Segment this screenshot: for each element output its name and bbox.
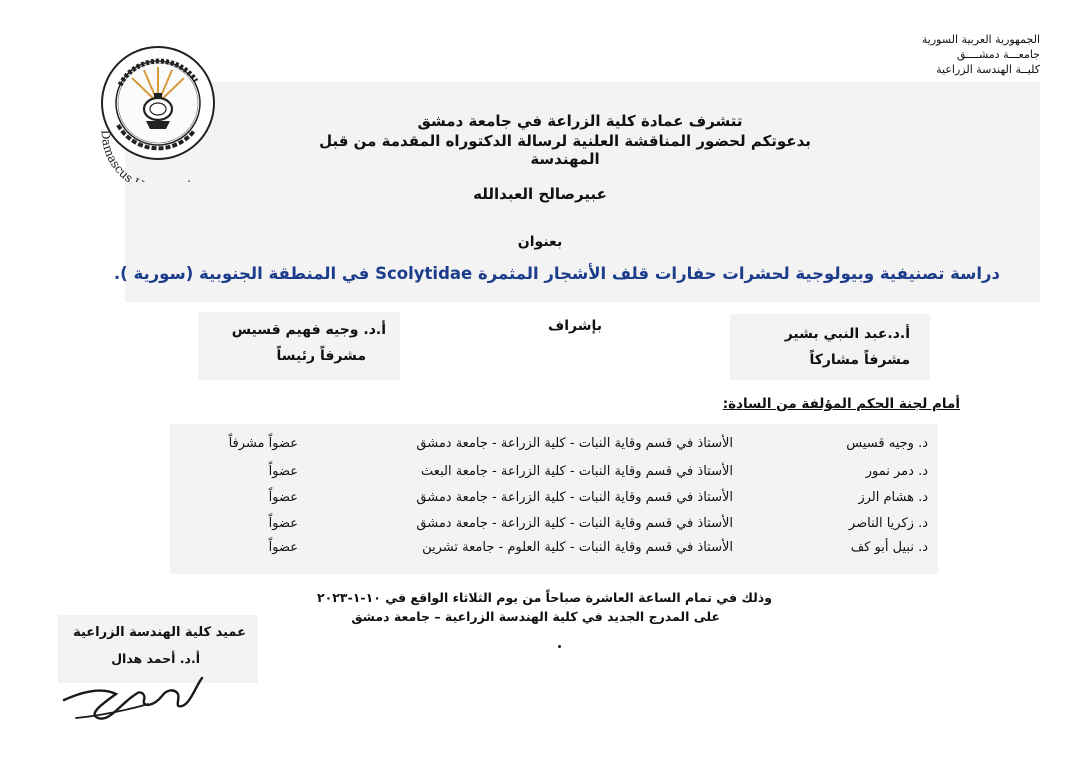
member-title: الأستاذ في قسم وقاية النبات - كلية العلوم - جامعة تشرين <box>422 540 733 555</box>
header-university: جامعـــة دمشــــق <box>956 48 1040 61</box>
member-role: عضواً مشرفاً <box>228 436 298 451</box>
supervisor-left-name: أ.د. وجيه فهيم قسيس <box>231 322 386 338</box>
schedule-line-2: على المدرج الجديد في كلية الهندسة الزراعية – جامعة دمشق <box>351 609 720 624</box>
thesis-title: دراسة تصنيفية وبيولوجية لحشرات حفارات قلف الأشجار المثمرة Scolytidae في المنطقة الجنوبية (سورية ). <box>113 264 1000 283</box>
schedule-line-1: وذلك في تمام الساعة العاشرة صباحاً من يوم الثلاثاء الواقع في ١٠-١-٢٠٢٣ <box>317 590 772 605</box>
header-block <box>840 32 1040 77</box>
member-name: د. نبيل أبو كف <box>850 540 928 555</box>
committee-row <box>180 464 928 486</box>
dean-name: أ.د. أحمد هدال <box>111 651 200 666</box>
member-name: د. هشام الرز <box>858 490 928 505</box>
member-role: عضواً <box>268 516 298 531</box>
supervisor-right-role: مشرفاً مشاركاً <box>809 352 910 368</box>
member-title: الأستاذ في قسم وقاية النبات - كلية الزراعة - جامعة دمشق <box>416 490 733 505</box>
header-country: الجمهورية العربية السورية <box>921 33 1040 46</box>
supervisor-left-box <box>198 312 400 380</box>
logo-english-label: Damascus <box>98 129 136 182</box>
invitation-line-2: بدعوتكم لحضور المناقشة العلنية لرسالة الدكتوراه المقدمة من قبل المهندسة <box>319 132 811 168</box>
member-role: عضواً <box>268 464 298 479</box>
ink-dot <box>558 645 561 648</box>
member-name: د. وجيه قسيس <box>846 436 928 451</box>
member-name: د. دمر نمور <box>865 464 928 479</box>
supervisor-right-name: أ.د.عبد النبي بشير <box>784 326 910 342</box>
committee-row <box>180 516 928 538</box>
handwritten-signature <box>58 660 218 728</box>
invitation-line-1: تتشرف عمادة كلية الزراعة في جامعة دمشق <box>417 112 743 130</box>
supervisor-left-role: مشرفاً رئيساً <box>276 348 366 364</box>
committee-row <box>180 436 928 458</box>
supervision-label: بإشراف <box>547 318 603 334</box>
committee-heading: أمام لجنة الحكم المؤلفة من السادة: <box>722 396 960 412</box>
logo-english-text-area <box>98 118 230 182</box>
dean-title: عميد كلية الهندسة الزراعية <box>73 625 246 640</box>
thesis-title-label: بعنوان <box>517 234 563 250</box>
member-role: عضواً <box>268 540 298 555</box>
member-title: الأستاذ في قسم وقاية النبات - كلية الزراعة - جامعة البعث <box>421 464 733 479</box>
header-faculty: كليــة الهندسة الزراعية <box>936 63 1040 76</box>
member-role: عضواً <box>268 490 298 505</box>
committee-row <box>180 540 928 562</box>
member-name: د. زكريا الناصر <box>848 516 928 531</box>
committee-row <box>180 490 928 512</box>
candidate-name: عبيرصالح العبدالله <box>473 185 607 203</box>
member-title: الأستاذ في قسم وقاية النبات - كلية الزراعة - جامعة دمشق <box>416 516 733 531</box>
supervisor-right-box <box>730 314 930 380</box>
member-title: الأستاذ في قسم وقاية النبات - كلية الزراعة - جامعة دمشق <box>416 436 733 451</box>
